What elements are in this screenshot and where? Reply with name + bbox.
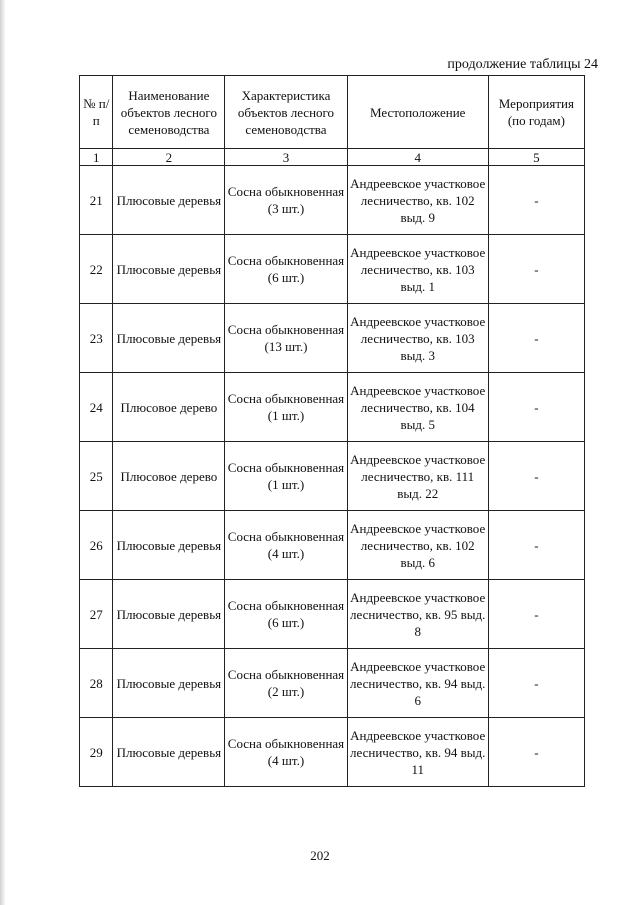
- row-characteristic: Сосна обыкновенная (4 шт.): [225, 511, 347, 580]
- row-num: 27: [80, 580, 113, 649]
- header-activities: Мероприятия (по годам): [488, 76, 584, 149]
- row-num: 28: [80, 649, 113, 718]
- column-number: 3: [225, 149, 347, 166]
- row-characteristic: Сосна обыкновенная (13 шт.): [225, 304, 347, 373]
- row-name: Плюсовые деревья: [113, 166, 225, 235]
- seed-objects-table: [79, 75, 585, 787]
- row-location: Андреевское участковое лесничество, кв. 104 выд. 5: [347, 373, 488, 442]
- page-edge-shadow: [0, 0, 6, 905]
- row-location: Андреевское участковое лесничество, кв. 102 выд. 9: [347, 166, 488, 235]
- row-activities: -: [488, 649, 584, 718]
- column-number: 1: [80, 149, 113, 166]
- header-num: № п/п: [80, 76, 113, 149]
- column-number: 2: [113, 149, 225, 166]
- table-row: [80, 649, 585, 718]
- row-num: 22: [80, 235, 113, 304]
- row-num: 26: [80, 511, 113, 580]
- row-num: 23: [80, 304, 113, 373]
- row-activities: -: [488, 718, 584, 787]
- row-num: 29: [80, 718, 113, 787]
- row-location: Андреевское участковое лесничество, кв. 103 выд. 3: [347, 304, 488, 373]
- column-number: 4: [347, 149, 488, 166]
- row-location: Андреевское участковое лесничество, кв. 103 выд. 1: [347, 235, 488, 304]
- row-characteristic: Сосна обыкновенная (4 шт.): [225, 718, 347, 787]
- column-number: 5: [488, 149, 584, 166]
- row-name: Плюсовое дерево: [113, 442, 225, 511]
- row-name: Плюсовые деревья: [113, 235, 225, 304]
- table-continuation-note: продолжение таблицы 24: [447, 57, 598, 72]
- row-activities: -: [488, 304, 584, 373]
- row-name: Плюсовые деревья: [113, 304, 225, 373]
- row-name: Плюсовые деревья: [113, 649, 225, 718]
- row-location: Андреевское участковое лесничество, кв. 102 выд. 6: [347, 511, 488, 580]
- table-row: [80, 580, 585, 649]
- page-number: 202: [310, 848, 330, 863]
- row-location: Андреевское участковое лесничество, кв. 94 выд. 11: [347, 718, 488, 787]
- row-characteristic: Сосна обыкновенная (6 шт.): [225, 580, 347, 649]
- row-num: 21: [80, 166, 113, 235]
- table-row: [80, 442, 585, 511]
- table-row: [80, 373, 585, 442]
- header-location: Местоположение: [347, 76, 488, 149]
- table-header-row: [80, 76, 585, 149]
- row-characteristic: Сосна обыкновенная (6 шт.): [225, 235, 347, 304]
- table-row: [80, 166, 585, 235]
- row-activities: -: [488, 442, 584, 511]
- row-name: Плюсовые деревья: [113, 511, 225, 580]
- row-activities: -: [488, 373, 584, 442]
- header-name: Наименование объектов лесного семеноводства: [113, 76, 225, 149]
- row-location: Андреевское участковое лесничество, кв. 111 выд. 22: [347, 442, 488, 511]
- row-characteristic: Сосна обыкновенная (2 шт.): [225, 649, 347, 718]
- table-row: [80, 235, 585, 304]
- row-activities: -: [488, 511, 584, 580]
- table-row: [80, 718, 585, 787]
- row-activities: -: [488, 166, 584, 235]
- row-activities: -: [488, 235, 584, 304]
- table-row: [80, 304, 585, 373]
- row-activities: -: [488, 580, 584, 649]
- header-characteristic: Характеристика объектов лесного семеноводства: [225, 76, 347, 149]
- row-location: Андреевское участковое лесничество, кв. 94 выд. 6: [347, 649, 488, 718]
- row-characteristic: Сосна обыкновенная (3 шт.): [225, 166, 347, 235]
- row-characteristic: Сосна обыкновенная (1 шт.): [225, 442, 347, 511]
- column-number-row: [80, 149, 585, 166]
- row-location: Андреевское участковое лесничество, кв. 95 выд. 8: [347, 580, 488, 649]
- row-characteristic: Сосна обыкновенная (1 шт.): [225, 373, 347, 442]
- row-name: Плюсовое дерево: [113, 373, 225, 442]
- row-name: Плюсовые деревья: [113, 580, 225, 649]
- row-name: Плюсовые деревья: [113, 718, 225, 787]
- row-num: 25: [80, 442, 113, 511]
- table-row: [80, 511, 585, 580]
- row-num: 24: [80, 373, 113, 442]
